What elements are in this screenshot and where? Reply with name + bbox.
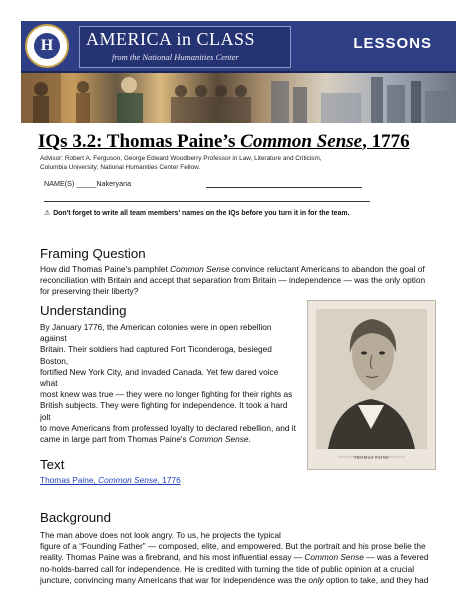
advisor-credit bbox=[40, 154, 340, 173]
framing-question-text bbox=[40, 264, 425, 298]
framing-line: How did Thomas Paine's pamphlet Common Sense convince reluctant Americans to abandon the goal of bbox=[40, 264, 425, 274]
framing-question-heading: Framing Question bbox=[40, 246, 146, 261]
background-heading: Background bbox=[40, 510, 111, 525]
warning-icon: ⚠ bbox=[44, 210, 51, 217]
text-heading: Text bbox=[40, 457, 65, 472]
warning-text: Don't forget to write all team members' names on the IQs before you turn it in for the team. bbox=[53, 210, 350, 217]
title-italic: Common Sense bbox=[240, 131, 363, 152]
understanding-line: fortified New York City, and invaded Canada. Yet few dared voice bbox=[40, 366, 279, 377]
names-underline bbox=[206, 187, 362, 188]
america-in-class-logo[interactable] bbox=[79, 26, 291, 68]
link-italic-title: Common Sense bbox=[98, 475, 158, 485]
inline-title: Common Sense bbox=[189, 434, 249, 445]
brand-subtitle: from the National Humanities Center bbox=[112, 52, 239, 62]
advisor-line: Advisor: Robert A. Ferguson, George Edward Woodberry Professor in Law, Literature and Criticism, bbox=[40, 155, 322, 162]
understanding-line: most knew was true — they were no longer fighting for their rights as bbox=[40, 389, 293, 400]
understanding-line: came in large part from Thomas Paine's Common Sense. bbox=[40, 434, 251, 445]
understanding-line: Boston, bbox=[40, 355, 69, 366]
understanding-line: British subjects. They were fighting for independence. It took a hard bbox=[40, 400, 288, 411]
seal-letter: H bbox=[34, 33, 60, 59]
title-suffix: , 1776 bbox=[362, 131, 410, 152]
page-title bbox=[38, 131, 410, 153]
banner-top-bar bbox=[21, 21, 456, 73]
advisor-line: Columbia University; National Humanities Center Fellow. bbox=[40, 164, 201, 172]
understanding-heading: Understanding bbox=[40, 303, 127, 318]
background-line: The man above does not look angry. To us, he projects the typical bbox=[40, 530, 281, 540]
framing-line: for preserving their liberty? bbox=[40, 286, 139, 297]
team-names-warning bbox=[44, 209, 349, 217]
framing-line: reconciliation with Britain and accept that separation from Britain — independence — was the only option bbox=[40, 275, 426, 286]
understanding-line: to move Americans from professed loyalty to declared rebellion, and it bbox=[40, 422, 296, 433]
site-banner bbox=[21, 21, 456, 123]
inline-emphasis: only bbox=[308, 574, 324, 585]
common-sense-link[interactable]: Thomas Paine, Common Sense, 1776 bbox=[40, 475, 181, 485]
understanding-line: against bbox=[40, 333, 67, 344]
background-line: reality. Thomas Paine was a firebrand, and his most influential essay — Common Sense — was a fevered bbox=[40, 552, 429, 563]
collage-silhouettes bbox=[21, 73, 456, 123]
inline-title: Common Sense bbox=[170, 264, 230, 274]
background-text bbox=[40, 530, 428, 586]
understanding-line: Britain. Their soldiers had captured Fort Ticonderoga, besieged bbox=[40, 344, 272, 355]
background-line: figure of a “Founding Father” — composed, elite, and empowered. But the portrait and his prose belie the bbox=[40, 541, 426, 552]
inline-title: Common Sense bbox=[304, 552, 364, 563]
thomas-paine-portrait bbox=[307, 300, 436, 470]
brand-title: AMERICA in CLASS bbox=[86, 29, 256, 49]
understanding-line: By January 1776, the American colonies were in open rebellion bbox=[40, 322, 272, 332]
portrait-caption: THOMAS PAINE bbox=[353, 455, 390, 460]
background-line: juncture, convincing many Americans that war for independence was the only option to take, and they had bbox=[40, 574, 429, 585]
banner-collage-image bbox=[21, 73, 456, 123]
understanding-text bbox=[40, 322, 296, 445]
lessons-label[interactable]: LESSONS bbox=[353, 35, 432, 52]
understanding-line: jolt bbox=[40, 411, 51, 422]
portrait-engraving bbox=[308, 301, 435, 469]
names-field[interactable]: NAME(S) _____Nakeryana bbox=[44, 179, 132, 188]
understanding-line: what bbox=[40, 378, 58, 389]
nhc-seal-logo bbox=[25, 24, 69, 68]
title-prefix: IQs 3.2: Thomas Paine’s bbox=[38, 131, 241, 152]
divider-line bbox=[44, 201, 370, 202]
background-line: no-holds-barred call for independence. He is credited with turning the tide of public opinion at a crucial bbox=[40, 563, 415, 574]
